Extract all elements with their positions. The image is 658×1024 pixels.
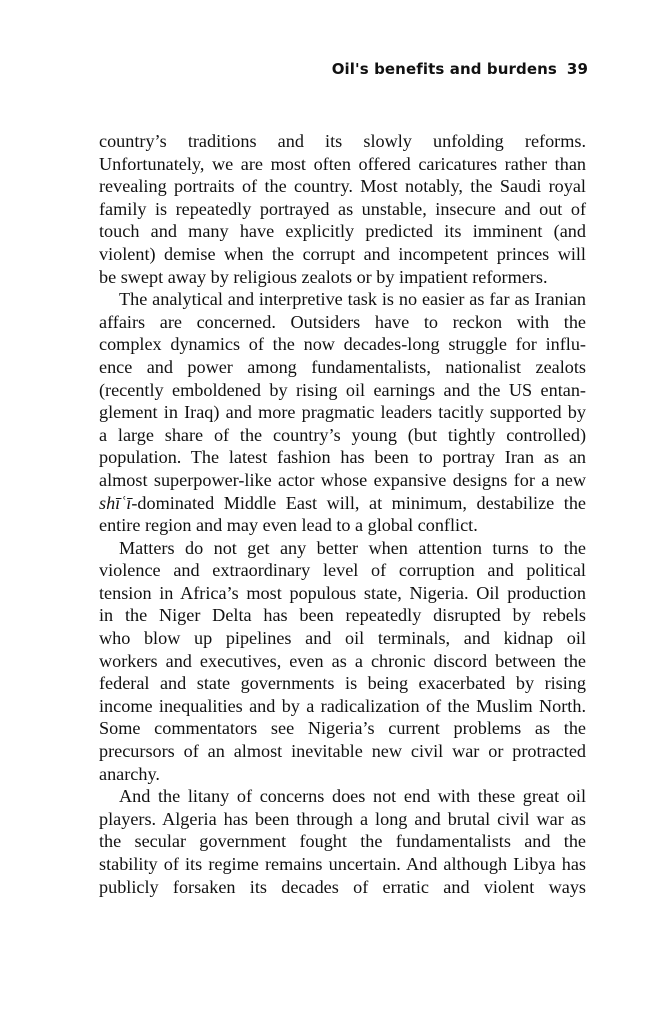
text-line: players. Algeria has been through a long and brutal civil war as — [99, 808, 586, 829]
text-line: violent) demise when the corrupt and incompetent princes will — [99, 243, 586, 264]
text-line: a large share of the country’s young (but tightly controlled) — [99, 424, 586, 445]
text-line: The analytical and interpretive task is no easier as far as Iranian — [119, 289, 586, 310]
body-text — [99, 130, 586, 898]
text-line: precursors of an almost inevitable new civil war or protracted — [99, 741, 586, 762]
paragraph-algeria-libya — [99, 785, 586, 898]
text-line: family is repeatedly portrayed as unstable, insecure and out of — [99, 198, 586, 219]
text-line: ence and power among fundamentalists, nationalist zealots — [99, 356, 586, 377]
text-line: be swept away by religious zealots or by impatient reformers. — [99, 266, 548, 287]
text-line: entire region and may even lead to a global conflict. — [99, 515, 478, 536]
text-line: glement in Iraq) and more pragmatic leaders tacitly supported by — [99, 402, 586, 423]
text-line: Matters do not get any better when attention turns to the — [119, 537, 586, 558]
text-line: in the Niger Delta has been repeatedly disrupted by rebels — [99, 605, 586, 626]
text-line: affairs are concerned. Outsiders have to reckon with the — [99, 311, 586, 332]
chapter-title: Oil's benefits and burdens — [331, 60, 557, 78]
text-line: federal and state governments is being exacerbated by rising — [99, 673, 586, 694]
text-line: stability of its regime remains uncertain. And although Libya has — [99, 854, 586, 874]
text-line: touch and many have explicitly predicted its imminent (and — [99, 221, 586, 242]
text-line: who blow up pipelines and oil terminals, and kidnap oil — [99, 628, 586, 649]
text-line-with-italic — [99, 492, 586, 515]
paragraph-nigeria — [99, 537, 586, 786]
text-fragment: -dominated Middle East will, at minimum, destabilize the — [131, 492, 586, 513]
text-line: almost superpower-like actor whose expansive designs for a new — [99, 469, 586, 490]
running-head — [332, 60, 588, 78]
text-line: tension in Africa’s most populous state, Nigeria. Oil production — [99, 582, 586, 603]
paragraph-iran — [99, 288, 586, 537]
text-line: income inequalities and by a radicalization of the Muslim North. — [99, 695, 586, 716]
text-line: publicly forsaken its decades of erratic and violent ways — [99, 876, 586, 897]
text-line: workers and executives, even as a chronic discord between the — [99, 650, 586, 671]
text-line: (recently emboldened by rising oil earnings and the US entan- — [99, 379, 586, 400]
text-line: the secular government fought the fundamentalists and the — [99, 831, 586, 852]
text-line: revealing portraits of the country. Most notably, the Saudi royal — [99, 176, 586, 197]
text-line: Some commentators see Nigeria’s current problems as the — [99, 718, 586, 739]
text-line: complex dynamics of the now decades-long struggle for influ- — [99, 334, 586, 355]
text-line: population. The latest fashion has been to portray Iran as an — [99, 447, 586, 468]
text-line: Unfortunately, we are most often offered caricatures rather than — [99, 153, 586, 174]
text-line: country’s traditions and its slowly unfolding reforms. — [99, 131, 586, 151]
italic-term: shīʿī — [99, 492, 132, 513]
text-line: anarchy. — [99, 763, 160, 784]
paragraph-saudi — [99, 130, 586, 288]
text-line: And the litany of concerns does not end with these great oil — [119, 786, 586, 807]
text-line: violence and extraordinary level of corruption and political — [99, 560, 586, 581]
page-number: 39 — [566, 60, 588, 78]
